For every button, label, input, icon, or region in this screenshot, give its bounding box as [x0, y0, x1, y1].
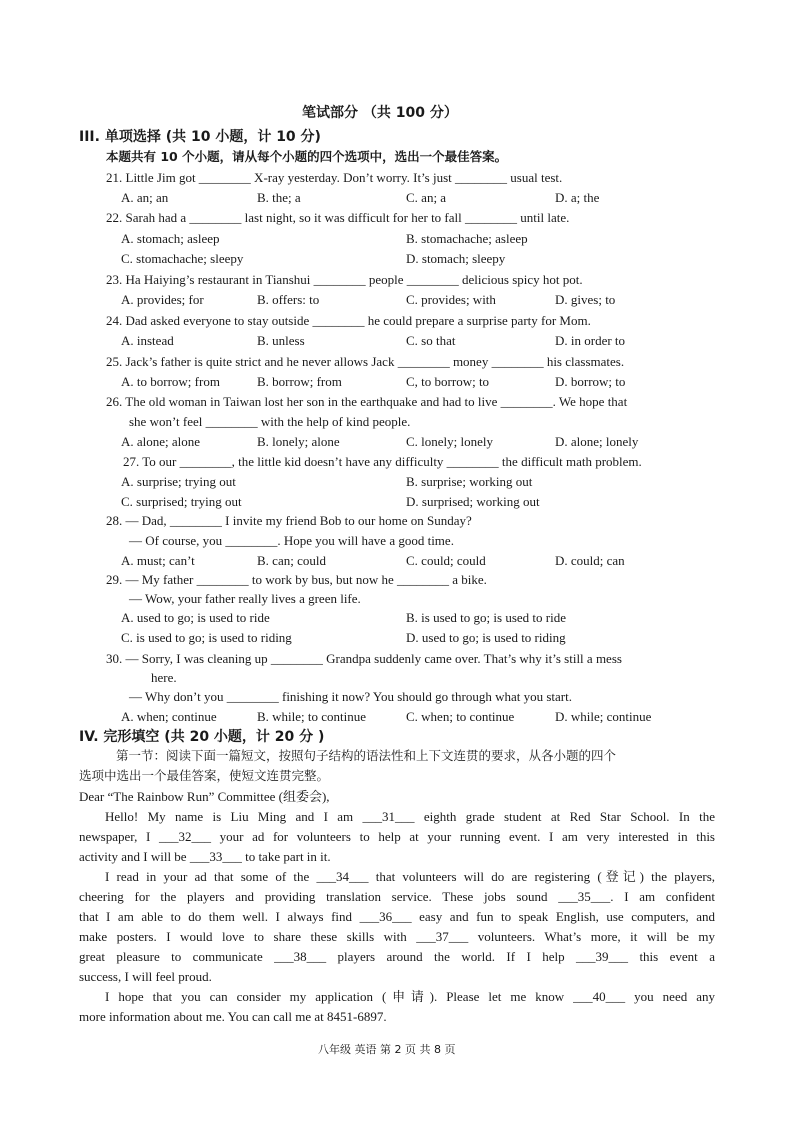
question-27-option-a: A. surprise; trying out	[121, 474, 236, 489]
letter-line: cheering for the players and providing translation service. These jobs sound ___35___. I am confident	[79, 889, 715, 904]
question-27-option-d: D. surprised; working out	[406, 494, 540, 509]
question-23-option-d: D. gives; to	[555, 292, 616, 307]
question-21-option-c: C. an; a	[406, 190, 447, 205]
question-22-stem: 22. Sarah had a ________ last night, so it was difficult for her to fall ________ until late.	[106, 210, 570, 225]
letter-line: that I am able to do them well. I always find ___36___ easy and fun to speak English, use computers, and	[79, 909, 715, 924]
question-26-stem-cont: she won’t feel ________ with the help of kind people.	[129, 414, 411, 429]
question-29-option-d: D. used to go; is used to riding	[406, 630, 566, 645]
letter-line: I hope that you can consider my application (申请). Please let me know ___40___ you need any	[105, 989, 715, 1004]
question-25-option-d: D. borrow; to	[555, 374, 626, 389]
question-30-option-a: A. when; continue	[121, 709, 217, 724]
question-28-option-d: D. could; can	[555, 553, 625, 568]
page-footer: 八年级 英语 第 2 页 共 8 页	[318, 1043, 456, 1056]
question-25-option-b: B. borrow; from	[257, 374, 342, 389]
question-28-stem-cont: — Of course, you ________. Hope you will have a good time.	[129, 533, 454, 548]
question-23-stem: 23. Ha Haiying’s restaurant in Tianshui ________ people ________ delicious spicy hot pot.	[106, 272, 583, 287]
letter-salutation: Dear “The Rainbow Run” Committee (组委会),	[79, 789, 330, 804]
question-27-stem: 27. To our ________, the little kid doesn’t have any difficulty ________ the difficult math problem.	[123, 454, 642, 469]
question-24-option-c: C. so that	[406, 333, 456, 348]
question-28-stem: 28. — Dad, ________ I invite my friend Bob to our home on Sunday?	[106, 513, 472, 528]
section-3-heading: III. 单项选择 (共 10 小题，计 10 分)	[79, 129, 321, 145]
question-22-option-b: B. stomachache; asleep	[406, 231, 528, 246]
question-27-option-b: B. surprise; working out	[406, 474, 533, 489]
question-30-option-b: B. while; to continue	[257, 709, 367, 724]
question-22-option-a: A. stomach; asleep	[121, 231, 220, 246]
section-3-instruction: 本题共有 10 个小题，请从每个小题的四个选项中，选出一个最佳答案。	[106, 149, 508, 164]
question-26-option-a: A. alone; alone	[121, 434, 201, 449]
letter-line: activity and I will be ___33___ to take part in it.	[79, 849, 331, 864]
question-25-stem: 25. Jack’s father is quite strict and he never allows Jack ________ money ________ his classmates.	[106, 354, 625, 369]
question-24-option-d: D. in order to	[555, 333, 626, 348]
question-30-stem-cont: here.	[151, 670, 177, 685]
question-26-option-d: D. alone; lonely	[555, 434, 639, 449]
question-21-option-d: D. a; the	[555, 190, 600, 205]
letter-line: more information about me. You can call me at 8451-6897.	[79, 1009, 387, 1024]
question-30-stem-reply: — Why don’t you ________ finishing it now? You should go through what you start.	[129, 689, 572, 704]
question-25-option-a: A. to borrow; from	[121, 374, 220, 389]
letter-line: newspaper, I ___32___ your ad for volunteers to help at your running event. I am very interested in this	[79, 829, 715, 844]
letter-line: Hello! My name is Liu Ming and I am ___31___ eighth grade student at Red Star School. In the	[105, 809, 715, 824]
question-24-option-a: A. instead	[121, 333, 174, 348]
question-27-option-c: C. surprised; trying out	[121, 494, 242, 509]
page-title: 笔试部分 （共 100 分）	[302, 105, 458, 121]
question-28-option-b: B. can; could	[257, 553, 326, 568]
question-23-option-a: A. provides; for	[121, 292, 204, 307]
letter-line: success, I will feel proud.	[79, 969, 212, 984]
question-21-option-a: A. an; an	[121, 190, 169, 205]
question-29-option-c: C. is used to go; is used to riding	[121, 630, 292, 645]
question-30-option-c: C. when; to continue	[406, 709, 515, 724]
question-23-option-b: B. offers: to	[257, 292, 320, 307]
question-29-option-b: B. is used to go; is used to ride	[406, 610, 566, 625]
question-29-stem: 29. — My father ________ to work by bus, but now he ________ a bike.	[106, 572, 487, 587]
question-22-option-c: C. stomachache; sleepy	[121, 251, 244, 266]
section-4-instruction-line-1: 第一节：阅读下面一篇短文，按照句子结构的语法性和上下文连贯的要求，从各小题的四个	[116, 748, 617, 763]
section-4-instruction-line-2: 选项中选出一个最佳答案，使短文连贯完整。	[79, 768, 330, 783]
question-29-stem-cont: — Wow, your father really lives a green life.	[129, 591, 361, 606]
question-24-stem: 24. Dad asked everyone to stay outside ________ he could prepare a surprise party for Mom.	[106, 313, 591, 328]
question-26-option-c: C. lonely; lonely	[406, 434, 494, 449]
question-24-option-b: B. unless	[257, 333, 305, 348]
question-28-option-a: A. must; can’t	[121, 553, 195, 568]
letter-line: I read in your ad that some of the ___34___ that volunteers will do are registering (登记) the players,	[105, 869, 715, 884]
question-26-stem: 26. The old woman in Taiwan lost her son in the earthquake and had to live ________. We hope that	[106, 394, 628, 409]
question-30-option-d: D. while; continue	[555, 709, 652, 724]
question-25-option-c: C, to borrow; to	[406, 374, 490, 389]
letter-line: make posters. I would love to share these skills with ___37___ volunteers. What’s more, it will be my	[79, 929, 715, 944]
question-28-option-c: C. could; could	[406, 553, 486, 568]
question-21-option-b: B. the; a	[257, 190, 301, 205]
section-4-heading: IV. 完形填空 (共 20 小题，计 20 分 )	[79, 729, 325, 745]
question-29-option-a: A. used to go; is used to ride	[121, 610, 270, 625]
question-21-stem: 21. Little Jim got ________ X-ray yesterday. Don’t worry. It’s just ________ usual test.	[106, 170, 563, 185]
question-26-option-b: B. lonely; alone	[257, 434, 340, 449]
letter-line: great pleasure to communicate ___38___ players around the world. If I help ___39___ this event a	[79, 949, 715, 964]
question-30-stem: 30. — Sorry, I was cleaning up ________ Grandpa suddenly came over. That’s why it’s still a mess	[106, 651, 622, 666]
question-23-option-c: C. provides; with	[406, 292, 496, 307]
question-22-option-d: D. stomach; sleepy	[406, 251, 506, 266]
